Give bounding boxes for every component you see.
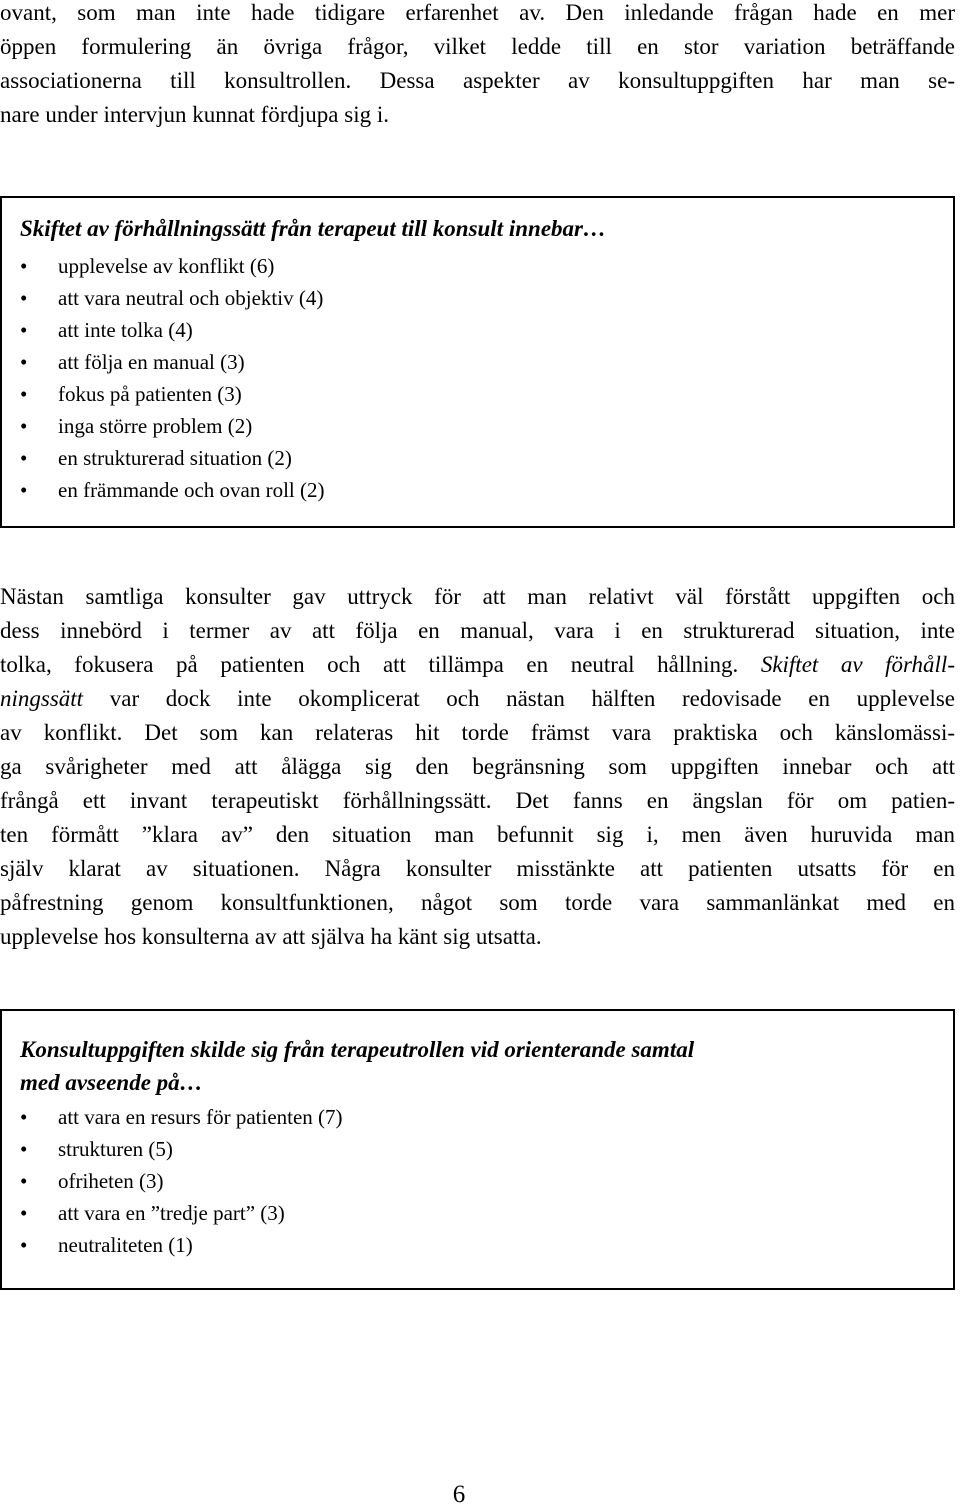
body-line: ningssätt var dock inte okomplicerat och nästan hälften redovisade en upplevelse [0, 686, 955, 711]
body-line: Nästan samtliga konsulter gav uttryck för att man relativt väl förstått uppgiften och [0, 584, 955, 609]
list-item: • en främmande och ovan roll (2) [20, 474, 324, 506]
body-line: ga svårigheter med att ålägga sig den begränsning som uppgiften innebar och att [0, 754, 955, 779]
bullet-icon: • [20, 350, 28, 374]
bullet-icon: • [20, 254, 28, 278]
box-title: Skiftet av förhållningssätt från terapeut till konsult innebar… [20, 216, 606, 241]
summary-box-shift [0, 196, 955, 528]
intro-line: öppen formulering än övriga frågor, vilket ledde till en stor variation beträffande [0, 34, 955, 59]
list-item: • fokus på patienten (3) [20, 378, 242, 410]
bullet-icon: • [20, 286, 28, 310]
intro-line: ovant, som man inte hade tidigare erfarenhet av. Den inledande frågan hade en mer [0, 0, 955, 25]
list-item: • att vara neutral och objektiv (4) [20, 282, 323, 314]
body-line: påfrestning genom konsultfunktionen, något som torde vara sammanlänkat med en [0, 890, 955, 915]
bullet-icon: • [20, 1169, 28, 1193]
bullet-icon: • [20, 382, 28, 406]
list-item: • att vara en resurs för patienten (7) [20, 1101, 343, 1133]
body-line: frångå ett invant terapeutiskt förhållningssätt. Det fanns en ängslan för om patien- [0, 788, 955, 813]
list-item: • inga större problem (2) [20, 410, 252, 442]
box-title: Konsultuppgiften skilde sig från terapeutrollen vid orienterande samtal [20, 1037, 695, 1062]
list-item: • neutraliteten (1) [20, 1229, 193, 1261]
list-item: • att följa en manual (3) [20, 346, 245, 378]
body-line: upplevelse hos konsulterna av att själva ha känt sig utsatta. [0, 924, 542, 949]
intro-line: associationerna till konsultrollen. Dessa aspekter av konsultuppgiften har man se- [0, 68, 955, 93]
list-item: • upplevelse av konflikt (6) [20, 250, 274, 282]
list-item: • ofriheten (3) [20, 1165, 164, 1197]
list-item: • att inte tolka (4) [20, 314, 193, 346]
body-line: ten förmått ”klara av” den situation man befunnit sig i, men även huruvida man [0, 822, 955, 847]
bullet-icon: • [20, 414, 28, 438]
emphasis-text: Skiftet av förhåll- [760, 652, 955, 677]
bullet-icon: • [20, 1105, 28, 1129]
page-number: 6 [452, 1481, 466, 1508]
emphasis-text: ningssätt [0, 686, 84, 711]
bullet-icon: • [20, 1137, 28, 1161]
body-line: tolka, fokusera på patienten och att tillämpa en neutral hållning. Skiftet av förhåll- [0, 652, 955, 677]
body-line: själv klarat av situationen. Några konsulter misstänkte att patienten utsatts för en [0, 856, 955, 881]
bullet-icon: • [20, 446, 28, 470]
box-title: med avseende på… [20, 1070, 203, 1095]
body-line: dess innebörd i termer av att följa en manual, vara i en strukturerad situation, inte [0, 618, 955, 643]
bullet-icon: • [20, 1201, 28, 1225]
list-item: • strukturen (5) [20, 1133, 173, 1165]
summary-box-difference [0, 1009, 955, 1290]
list-item: • en strukturerad situation (2) [20, 442, 292, 474]
bullet-icon: • [20, 1233, 28, 1257]
bullet-icon: • [20, 478, 28, 502]
list-item: • att vara en ”tredje part” (3) [20, 1197, 285, 1229]
body-line: av konflikt. Det som kan relateras hit torde främst vara praktiska och känslomässi- [0, 720, 955, 745]
bullet-icon: • [20, 318, 28, 342]
intro-line: nare under intervjun kunnat fördjupa sig i. [0, 102, 389, 127]
